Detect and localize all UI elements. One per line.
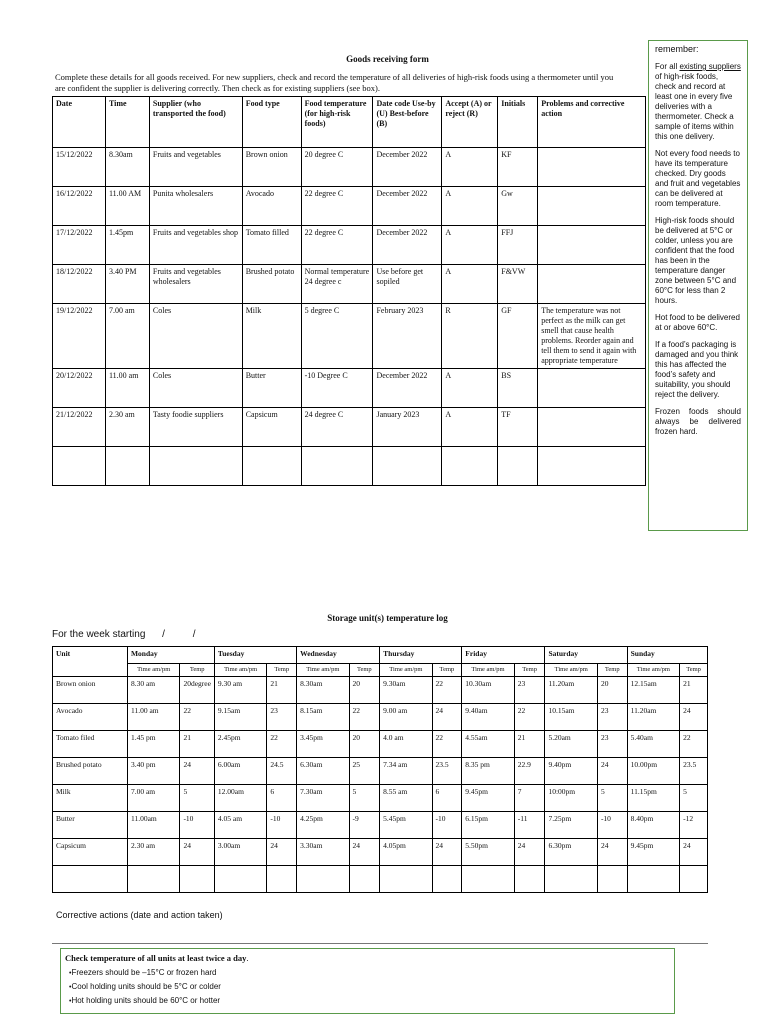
header-unit: Unit — [53, 647, 128, 677]
goods-row — [53, 265, 646, 304]
log-row — [53, 731, 708, 758]
log-temp-cell: 21 — [180, 731, 214, 758]
log-time-cell: 10:00pm — [545, 785, 597, 812]
header-supplier: Supplier (who transported the food) — [149, 97, 242, 148]
remember-not-every-food: Not every food needs to have its temperature checked. Dry goods and fruit and vegetables can be delivered at room temperature. — [655, 149, 741, 208]
log-time-cell — [462, 866, 514, 893]
goods-cell-supplier: Coles — [149, 369, 242, 408]
log-temp-cell: 22.9 — [514, 758, 545, 785]
log-temp-cell: 22 — [680, 731, 708, 758]
log-temp-cell — [349, 866, 380, 893]
time-subheader: Time am/pm — [297, 664, 349, 677]
goods-cell-initials: TF — [498, 408, 538, 447]
log-time-cell: 3.45pm — [297, 731, 349, 758]
goods-cell-initials: BS — [498, 369, 538, 408]
day-header-tuesday: Tuesday — [214, 647, 296, 664]
log-time-cell: 12.00am — [214, 785, 266, 812]
log-unit-cell: Brushed potato — [53, 758, 128, 785]
header-food-type: Food type — [242, 97, 301, 148]
goods-cell-date-code — [373, 447, 442, 486]
log-time-cell: 7.30am — [297, 785, 349, 812]
temp-subheader: Temp — [180, 664, 214, 677]
header-date: Date — [53, 97, 106, 148]
goods-cell-initials: F&VW — [498, 265, 538, 304]
goods-cell-food-type: Avocado — [242, 187, 301, 226]
goods-cell-accept-reject: A — [442, 408, 498, 447]
remember-existing-suppliers: For all existing suppliers of high-risk foods, check and record at least one in every five deliveries with a thermometer. Check a sample of items within this one delivery. — [655, 62, 741, 141]
goods-cell-food-type: Brushed potato — [242, 265, 301, 304]
header-problems: Problems and corrective action — [538, 97, 646, 148]
log-unit-cell: Tomato filed — [53, 731, 128, 758]
log-time-cell: 9.40pm — [545, 758, 597, 785]
log-temp-cell: 24 — [514, 839, 545, 866]
time-subheader: Time am/pm — [545, 664, 597, 677]
goods-cell-supplier: Punita wholesalers — [149, 187, 242, 226]
goods-cell-supplier — [149, 447, 242, 486]
goods-cell-time: 11.00 am — [105, 369, 149, 408]
goods-cell-date-code: Use before get sopiled — [373, 265, 442, 304]
check-item: • Freezers should be –15°C or frozen hard — [69, 968, 670, 977]
log-row — [53, 704, 708, 731]
goods-cell-accept-reject: A — [442, 369, 498, 408]
temp-subheader: Temp — [514, 664, 545, 677]
temp-subheader: Temp — [680, 664, 708, 677]
goods-cell-initials — [498, 447, 538, 486]
log-temp-cell: 22 — [432, 731, 462, 758]
log-temp-cell: 24 — [267, 839, 297, 866]
day-header-sunday: Sunday — [627, 647, 707, 664]
goods-cell-food-type: Butter — [242, 369, 301, 408]
log-row — [53, 812, 708, 839]
header-initials: Initials — [498, 97, 538, 148]
log-time-cell: 8.30 am — [127, 677, 179, 704]
time-subheader: Time am/pm — [627, 664, 679, 677]
goods-cell-initials: KF — [498, 148, 538, 187]
log-temp-cell: 21 — [514, 731, 545, 758]
temp-subheader: Temp — [432, 664, 462, 677]
log-temp-cell: 22 — [349, 704, 380, 731]
goods-cell-problems — [538, 148, 646, 187]
log-temp-cell: 23 — [514, 677, 545, 704]
log-time-cell: 11.00 am — [127, 704, 179, 731]
log-time-cell: 5.45pm — [380, 812, 432, 839]
log-time-cell: 6.30pm — [545, 839, 597, 866]
check-temperature-box — [60, 948, 675, 1014]
log-time-cell: 6.00am — [214, 758, 266, 785]
goods-cell-time — [105, 447, 149, 486]
log-time-cell: 8.35 pm — [462, 758, 514, 785]
goods-cell-date: 19/12/2022 — [53, 304, 106, 369]
goods-form-intro: Complete these details for all goods received. For new suppliers, check and record the temperature of all deliveries of high-risk foods using a thermometer until you are confident the supplier is delivering correctly. Then check as for existing suppliers (see box). — [55, 72, 614, 93]
log-time-cell: 9.45pm — [627, 839, 679, 866]
log-time-cell: 1.45 pm — [127, 731, 179, 758]
log-row — [53, 866, 708, 893]
week-starting — [52, 629, 196, 640]
log-temp-cell: 5 — [180, 785, 214, 812]
goods-cell-food-temperature: 20 degree C — [301, 148, 373, 187]
goods-cell-time: 1.45pm — [105, 226, 149, 265]
log-temp-cell: 24 — [432, 839, 462, 866]
log-temp-cell: 23 — [597, 731, 627, 758]
log-temp-cell: 20 — [349, 677, 380, 704]
goods-cell-accept-reject: A — [442, 148, 498, 187]
log-time-cell: 3.30am — [297, 839, 349, 866]
log-temp-cell: -10 — [267, 812, 297, 839]
log-time-cell — [127, 866, 179, 893]
log-temp-cell: 5 — [597, 785, 627, 812]
goods-cell-supplier: Fruits and vegetables shop — [149, 226, 242, 265]
log-temp-cell: 22 — [267, 731, 297, 758]
log-temp-cell — [680, 866, 708, 893]
log-time-cell: 5.20am — [545, 731, 597, 758]
log-unit-cell: Capsicum — [53, 839, 128, 866]
log-row — [53, 758, 708, 785]
log-time-cell: 9.15am — [214, 704, 266, 731]
divider-line — [52, 943, 708, 944]
log-unit-cell: Milk — [53, 785, 128, 812]
log-temp-cell — [180, 866, 214, 893]
header-food-temperature: Food temperature (for high-risk foods) — [301, 97, 373, 148]
log-temp-cell: 24 — [680, 839, 708, 866]
check-item: • Cool holding units should be 5°C or colder — [69, 982, 670, 991]
goods-cell-date-code: February 2023 — [373, 304, 442, 369]
log-temp-cell: 7 — [514, 785, 545, 812]
log-time-cell: 3.40 pm — [127, 758, 179, 785]
goods-cell-problems: The temperature was not perfect as the milk can get smell that cause health problems. Reorder again and tell them to send it again with appropriate temperature — [538, 304, 646, 369]
log-time-cell — [545, 866, 597, 893]
log-time-cell: 4.55am — [462, 731, 514, 758]
week-starting-label: For the week starting — [52, 629, 146, 640]
check-box-title: Check temperature of all units at least twice a day. — [65, 953, 249, 963]
log-time-cell — [214, 866, 266, 893]
goods-cell-accept-reject: A — [442, 187, 498, 226]
goods-cell-date: 17/12/2022 — [53, 226, 106, 265]
log-row — [53, 677, 708, 704]
log-time-cell: 8.40pm — [627, 812, 679, 839]
log-temp-cell: 22 — [180, 704, 214, 731]
goods-cell-date-code: December 2022 — [373, 187, 442, 226]
log-time-cell: 5.50pm — [462, 839, 514, 866]
time-subheader: Time am/pm — [127, 664, 179, 677]
log-time-cell: 4.25pm — [297, 812, 349, 839]
goods-cell-food-type: Milk — [242, 304, 301, 369]
log-temp-cell: 23.5 — [680, 758, 708, 785]
log-temp-cell — [597, 866, 627, 893]
goods-cell-problems — [538, 447, 646, 486]
log-temp-cell: 24 — [597, 839, 627, 866]
log-temp-cell: 20 — [349, 731, 380, 758]
day-header-friday: Friday — [462, 647, 545, 664]
goods-cell-problems — [538, 369, 646, 408]
temp-subheader: Temp — [597, 664, 627, 677]
log-time-cell: 2.45pm — [214, 731, 266, 758]
goods-cell-date — [53, 447, 106, 486]
corrective-actions-label: Corrective actions (date and action taken) — [56, 910, 223, 920]
goods-row — [53, 148, 646, 187]
header-accept-reject: Accept (A) or reject (R) — [442, 97, 498, 148]
goods-row — [53, 369, 646, 408]
log-time-cell: 11.15pm — [627, 785, 679, 812]
log-time-cell: 11.00am — [127, 812, 179, 839]
log-temp-cell: -10 — [180, 812, 214, 839]
goods-cell-food-temperature: -10 Degree C — [301, 369, 373, 408]
goods-cell-date: 21/12/2022 — [53, 408, 106, 447]
log-temp-cell: 21 — [680, 677, 708, 704]
temp-subheader: Temp — [349, 664, 380, 677]
day-header-saturday: Saturday — [545, 647, 627, 664]
log-time-cell: 7.34 am — [380, 758, 432, 785]
goods-cell-accept-reject: R — [442, 304, 498, 369]
log-time-cell: 12.15am — [627, 677, 679, 704]
log-temp-cell: 24.5 — [267, 758, 297, 785]
log-temp-cell: 6 — [432, 785, 462, 812]
log-temp-cell: 5 — [349, 785, 380, 812]
goods-cell-time: 11.00 AM — [105, 187, 149, 226]
goods-row — [53, 226, 646, 265]
log-time-cell: 8.55 am — [380, 785, 432, 812]
goods-cell-initials: GF — [498, 304, 538, 369]
goods-cell-date: 15/12/2022 — [53, 148, 106, 187]
goods-cell-food-type: Brown onion — [242, 148, 301, 187]
log-row — [53, 785, 708, 812]
log-time-cell: 7.00 am — [127, 785, 179, 812]
log-time-cell — [627, 866, 679, 893]
goods-cell-date: 16/12/2022 — [53, 187, 106, 226]
goods-cell-problems — [538, 226, 646, 265]
log-temp-cell: 24 — [180, 758, 214, 785]
log-time-cell: 9.30am — [380, 677, 432, 704]
log-temp-cell: 5 — [680, 785, 708, 812]
log-temp-cell: -10 — [597, 812, 627, 839]
log-temp-cell: 23.5 — [432, 758, 462, 785]
log-temp-cell: 24 — [180, 839, 214, 866]
log-temp-cell: 25 — [349, 758, 380, 785]
log-temp-cell: 23 — [267, 704, 297, 731]
goods-cell-supplier: Fruits and vegetables wholesalers — [149, 265, 242, 304]
goods-cell-date-code: January 2023 — [373, 408, 442, 447]
goods-cell-supplier: Fruits and vegetables — [149, 148, 242, 187]
log-temp-cell: 24 — [680, 704, 708, 731]
goods-cell-food-type — [242, 447, 301, 486]
day-header-thursday: Thursday — [380, 647, 462, 664]
time-subheader: Time am/pm — [380, 664, 432, 677]
log-time-cell: 8.30am — [297, 677, 349, 704]
time-subheader: Time am/pm — [214, 664, 266, 677]
goods-cell-date: 20/12/2022 — [53, 369, 106, 408]
log-time-cell: 6.15pm — [462, 812, 514, 839]
storage-log-table — [52, 646, 708, 893]
header-date-code: Date code Use-by (U) Best-before (B) — [373, 97, 442, 148]
header-time: Time — [105, 97, 149, 148]
goods-cell-supplier: Coles — [149, 304, 242, 369]
goods-cell-problems — [538, 408, 646, 447]
goods-cell-accept-reject: A — [442, 265, 498, 304]
goods-row — [53, 447, 646, 486]
goods-cell-food-temperature: 22 degree C — [301, 187, 373, 226]
goods-cell-problems — [538, 187, 646, 226]
log-time-cell — [380, 866, 432, 893]
goods-row — [53, 187, 646, 226]
goods-cell-supplier: Tasty foodie suppliers — [149, 408, 242, 447]
goods-cell-accept-reject: A — [442, 226, 498, 265]
goods-cell-food-temperature — [301, 447, 373, 486]
goods-cell-food-temperature: 24 degree C — [301, 408, 373, 447]
log-time-cell: 8.15am — [297, 704, 349, 731]
goods-receiving-table — [52, 96, 646, 486]
remember-frozen-foods: Frozen foods should always be delivered frozen hard. — [655, 407, 741, 436]
log-temp-cell — [432, 866, 462, 893]
goods-cell-accept-reject — [442, 447, 498, 486]
log-temp-cell: 24 — [432, 704, 462, 731]
log-temp-cell: -11 — [514, 812, 545, 839]
log-time-cell: 4.0 am — [380, 731, 432, 758]
log-time-cell: 10.30am — [462, 677, 514, 704]
remember-hot-food: Hot food to be delivered at or above 60°C. — [655, 313, 740, 332]
temp-subheader: Temp — [267, 664, 297, 677]
log-unit-cell — [53, 866, 128, 893]
log-time-cell: 10.00pm — [627, 758, 679, 785]
goods-cell-date-code: December 2022 — [373, 369, 442, 408]
log-temp-cell — [514, 866, 545, 893]
log-unit-cell: Brown onion — [53, 677, 128, 704]
goods-cell-food-temperature: 5 degree C — [301, 304, 373, 369]
goods-cell-food-temperature: 22 degree C — [301, 226, 373, 265]
day-header-monday: Monday — [127, 647, 214, 664]
log-time-cell: 10.15am — [545, 704, 597, 731]
log-time-cell: 9.30 am — [214, 677, 266, 704]
log-unit-cell: Avocado — [53, 704, 128, 731]
time-subheader: Time am/pm — [462, 664, 514, 677]
log-temp-cell: 20 — [597, 677, 627, 704]
log-time-cell: 11.20am — [545, 677, 597, 704]
log-time-cell — [297, 866, 349, 893]
goods-cell-date: 18/12/2022 — [53, 265, 106, 304]
remember-high-risk: High-risk foods should be delivered at 5°C or colder, unless you are confident that the food has been in the temperature danger zone between 5°C and 60°C for less than 2 hours. — [655, 216, 737, 305]
storage-log-title: Storage unit(s) temperature log — [327, 613, 448, 623]
log-time-cell: 5.40am — [627, 731, 679, 758]
log-time-cell: 4.05 am — [214, 812, 266, 839]
goods-cell-food-type: Capsicum — [242, 408, 301, 447]
log-temp-cell: 22 — [432, 677, 462, 704]
goods-form-title: Goods receiving form — [346, 54, 429, 64]
log-temp-cell: 6 — [267, 785, 297, 812]
log-time-cell: 3.00am — [214, 839, 266, 866]
log-temp-cell: 20degree — [180, 677, 214, 704]
log-temp-cell: -12 — [680, 812, 708, 839]
log-temp-cell: 24 — [597, 758, 627, 785]
goods-row — [53, 408, 646, 447]
goods-cell-time: 3.40 PM — [105, 265, 149, 304]
log-time-cell: 11.20am — [627, 704, 679, 731]
log-time-cell: 9.45pm — [462, 785, 514, 812]
check-item: • Hot holding units should be 60°C or hotter — [69, 996, 670, 1005]
goods-cell-time: 2.30 am — [105, 408, 149, 447]
log-row — [53, 839, 708, 866]
log-temp-cell: -10 — [432, 812, 462, 839]
goods-cell-time: 7.00 am — [105, 304, 149, 369]
log-temp-cell — [267, 866, 297, 893]
log-temp-cell: 22 — [514, 704, 545, 731]
log-time-cell: 4.05pm — [380, 839, 432, 866]
remember-damaged-packaging: If a food’s packaging is damaged and you think this has affected the food’s safety and suitability, you should reject the delivery. — [655, 340, 739, 399]
log-time-cell: 6.30am — [297, 758, 349, 785]
goods-cell-time: 8.30am — [105, 148, 149, 187]
goods-cell-date-code: December 2022 — [373, 226, 442, 265]
goods-cell-initials: FFJ — [498, 226, 538, 265]
log-time-cell: 2.30 am — [127, 839, 179, 866]
log-temp-cell: 23 — [597, 704, 627, 731]
goods-row — [53, 304, 646, 369]
remember-title: remember: — [655, 44, 699, 54]
goods-cell-problems — [538, 265, 646, 304]
day-header-wednesday: Wednesday — [297, 647, 380, 664]
week-starting-value: / / — [162, 629, 196, 640]
goods-cell-food-temperature: Normal temperature 24 degree c — [301, 265, 373, 304]
log-time-cell: 9.40am — [462, 704, 514, 731]
check-temperature-list — [65, 968, 670, 1005]
log-time-cell: 9.00 am — [380, 704, 432, 731]
log-temp-cell: 21 — [267, 677, 297, 704]
goods-cell-initials: Gw — [498, 187, 538, 226]
log-temp-cell: -9 — [349, 812, 380, 839]
log-temp-cell: 24 — [349, 839, 380, 866]
goods-cell-date-code: December 2022 — [373, 148, 442, 187]
log-time-cell: 7.25pm — [545, 812, 597, 839]
remember-box — [648, 40, 748, 531]
goods-cell-food-type: Tomato filled — [242, 226, 301, 265]
log-unit-cell: Butter — [53, 812, 128, 839]
